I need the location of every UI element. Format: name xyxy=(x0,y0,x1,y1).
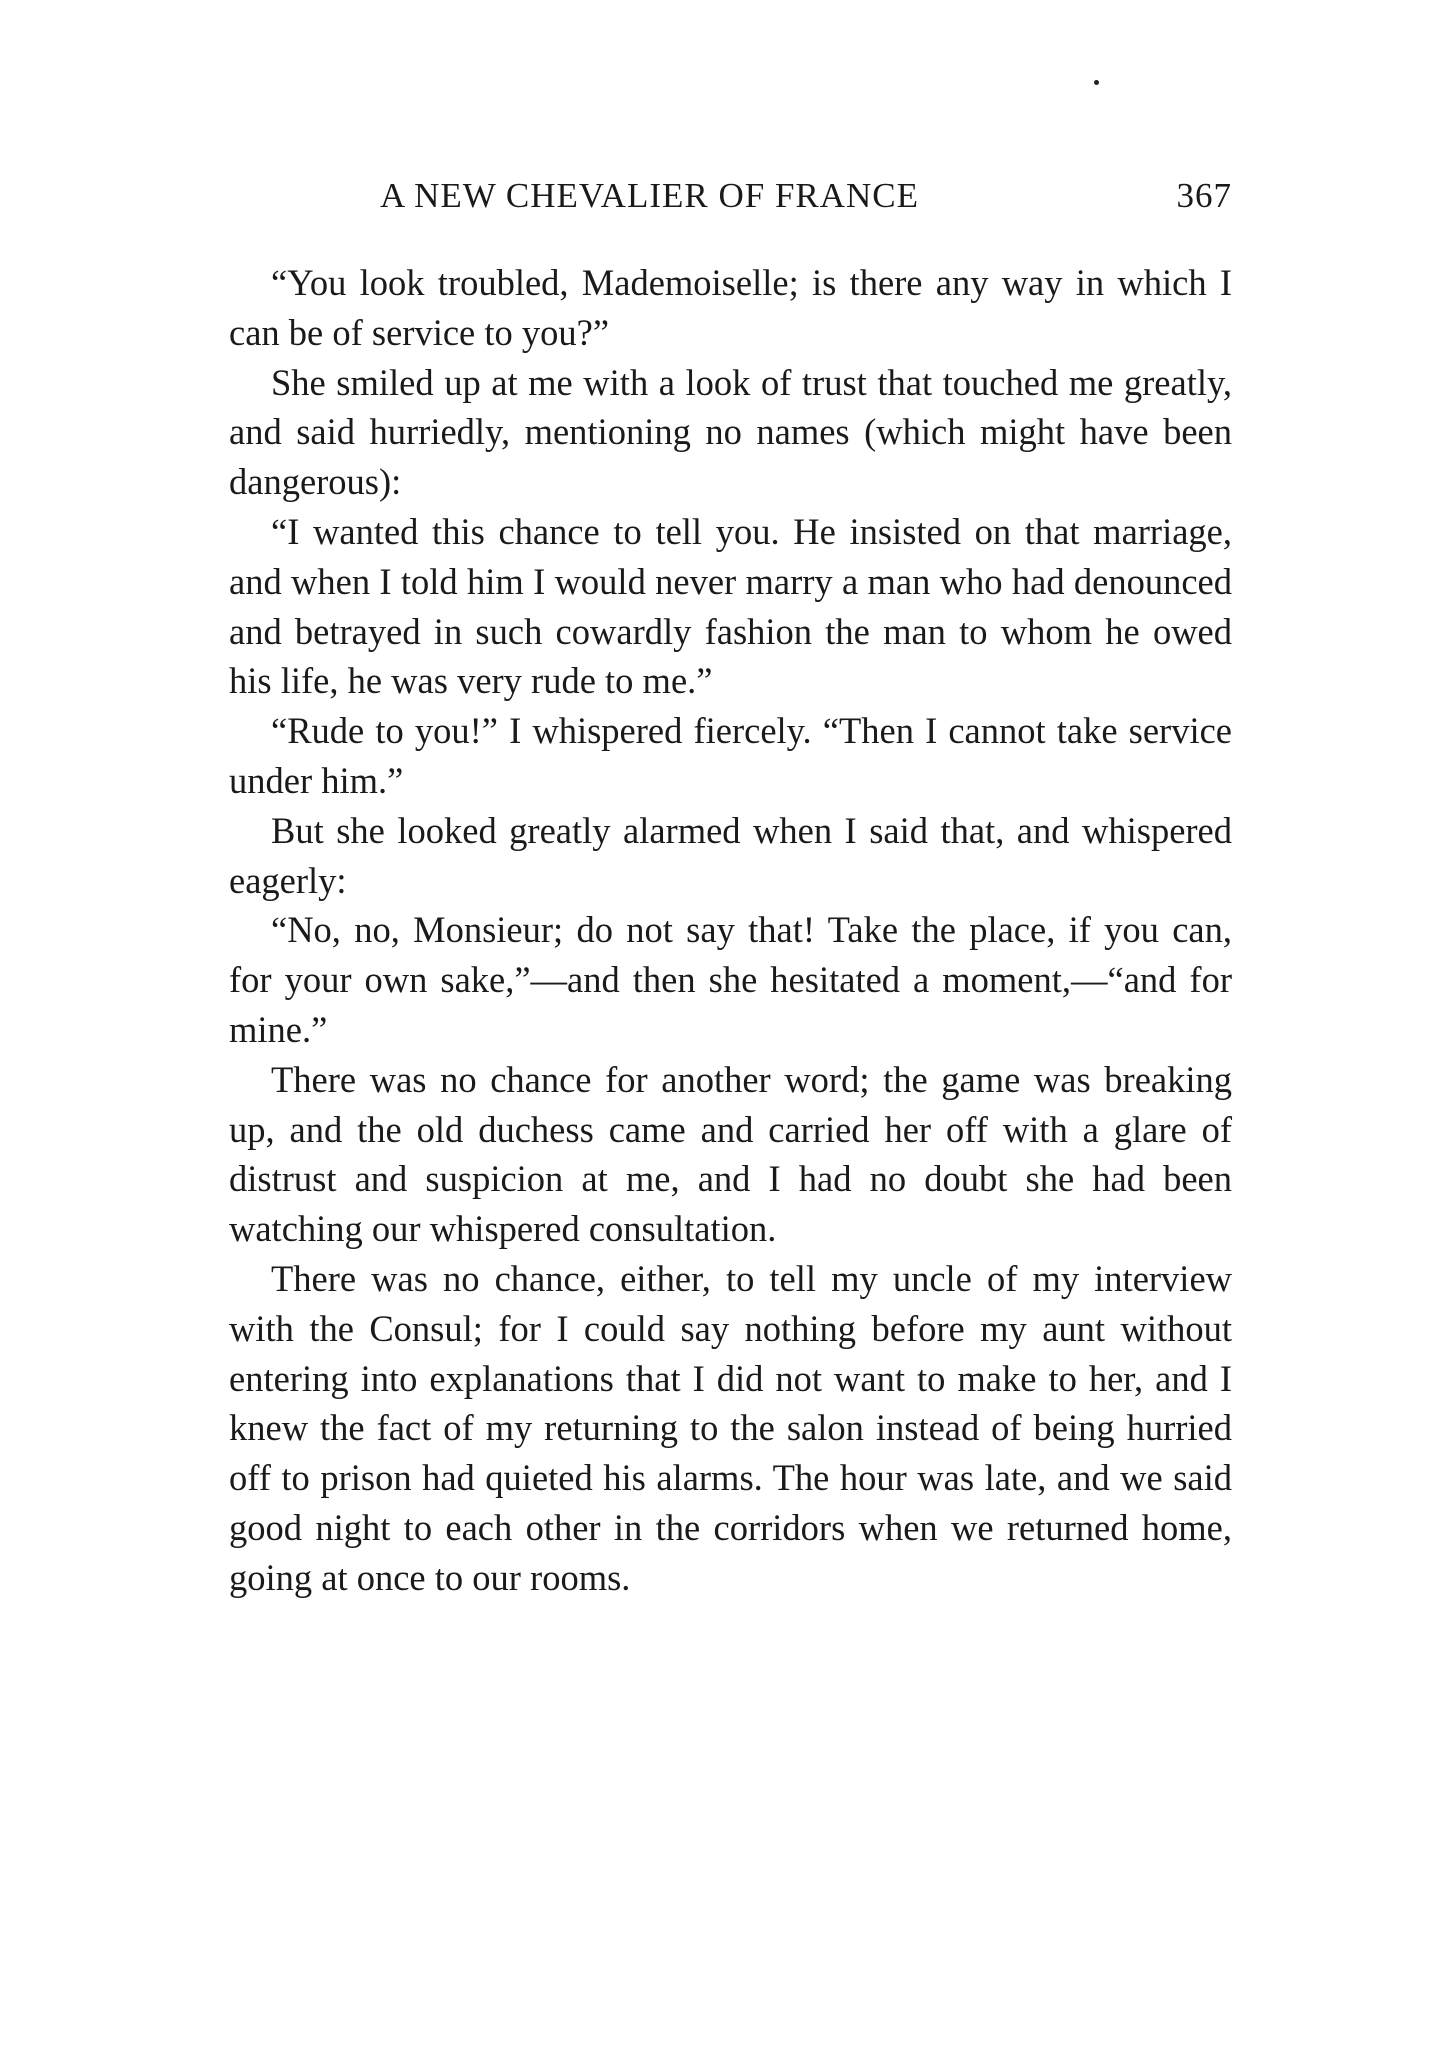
paragraph: “I wanted this chance to tell you. He insisted on that marriage, and when I told him I would never marry a man who had denounced and betrayed in such cowardly fashion the man to whom he owed his life, he was very rude to me.” xyxy=(229,510,1232,702)
paragraph: “No, no, Monsieur; do not say that! Take the place, if you can, for your own sake,”—and then she hesitated a moment,—“and for mine.” xyxy=(229,909,1232,1050)
paragraph: “You look troubled, Mademoiselle; is there any way in which I can be of service to you?” xyxy=(229,262,1232,353)
page-header xyxy=(380,176,1232,226)
page-number: 367 xyxy=(1176,176,1232,215)
body-text xyxy=(229,258,1232,1603)
paragraph: There was no chance for another word; the game was breaking up, and the old duchess came and carried her off with a glare of distrust and suspicion at me, and I had no doubt she had been watching our whispered consultation. xyxy=(229,1058,1232,1250)
paragraph: “Rude to you!” I whispered fiercely. “Then I cannot take service under him.” xyxy=(229,710,1232,801)
paragraph: But she looked greatly alarmed when I said that, and whispered eagerly: xyxy=(229,809,1232,901)
paragraph: There was no chance, either, to tell my uncle of my interview with the Consul; for I could say nothing before my aunt without entering into explanations that I did not want to make to her, and I knew the fact of my returning to the salon instead of being hurried off to prison had quieted his alarms. The hour was late, and we said good night to each other in the corridors when we returned home, going at once to our rooms. xyxy=(229,1257,1232,1598)
paragraph: She smiled up at me with a look of trust that touched me greatly, and said hurriedly, mentioning no names (which might have been dangerous): xyxy=(229,361,1232,503)
running-title: A NEW CHEVALIER OF FRANCE xyxy=(380,176,920,215)
ink-speck xyxy=(1094,80,1099,85)
